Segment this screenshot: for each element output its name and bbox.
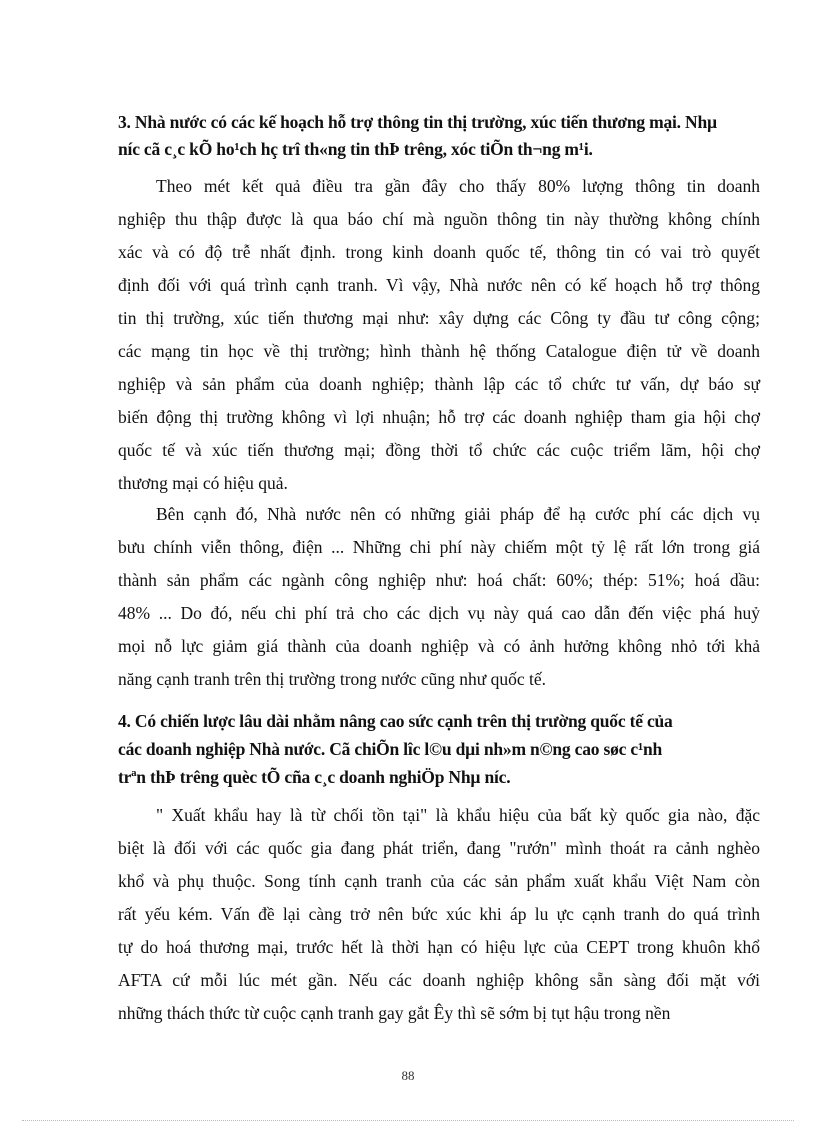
text-line: những thách thức từ cuộc cạnh tranh gay gắt Êy thì sẽ sớm bị tụt hậu trong nền <box>118 1003 671 1023</box>
section-4-heading <box>118 707 758 791</box>
text-line: tin thị trường, xúc tiến thương mại như: xây dựng các Công ty đầu tư công cộng; <box>118 308 760 328</box>
text-line: mọi nỗ lực giảm giá thành của doanh nghiệp và có ảnh hưởng không nhỏ tới khả <box>118 636 760 656</box>
text-line: biến động thị trường không vì lợi nhuận; hỗ trợ các doanh nghiệp tham gia hội chợ <box>118 407 760 427</box>
text-line: tự do hoá thương mại, trước hết là thời hạn có hiệu lực của CEPT trong khuôn khổ <box>118 937 760 957</box>
text-line: xác và có độ trễ nhất định. trong kinh doanh quốc tế, thông tin có vai trò quyết <box>118 242 760 262</box>
section-4-paragraph-1 <box>118 799 760 1030</box>
page-bottom-divider <box>22 1120 794 1121</box>
text-line: 48% ... Do đó, nếu chi phí trả cho các dịch vụ này quá cao dẫn đến việc phá huỷ <box>118 603 760 623</box>
text-line: biệt là đối với các quốc gia đang phát triển, đang "rướn" mình thoát ra cảnh nghèo <box>118 838 760 858</box>
text-line: định đối với quá trình cạnh tranh. Vì vậy, Nhà nước nên có kế hoạch hỗ trợ thông <box>118 275 760 295</box>
text-line: khổ và phụ thuộc. Song tính cạnh tranh của các sản phẩm xuất khẩu Việt Nam còn <box>118 871 760 891</box>
heading-line: 4. Có chiến lược lâu dài nhằm nâng cao sức cạnh trên thị trường quốc tế của <box>118 711 673 731</box>
section-3-heading <box>118 109 758 163</box>
text-line: nghiệp thu thập được là qua báo chí mà nguồn thông tin này thường không chính <box>118 209 760 229</box>
page-number: 88 <box>401 1068 415 1083</box>
text-line: AFTA cứ mỗi lúc mét gần. Nếu các doanh nghiệp không sẵn sàng đối mặt với <box>118 970 760 990</box>
text-line: Bên cạnh đó, Nhà nước nên có những giải pháp để hạ cước phí các dịch vụ <box>156 504 760 524</box>
text-line: thành sản phẩm các ngành công nghiệp như: hoá chất: 60%; thép: 51%; hoá dầu: <box>118 570 760 590</box>
heading-line: các doanh nghiệp Nhà nước. Cã chiÕn lîc l©u dµi nh»m n©ng cao søc c¹nh <box>118 739 663 759</box>
section-3-paragraph-1 <box>118 170 760 500</box>
text-line: thương mại có hiệu quả. <box>118 473 288 493</box>
text-line: rất yếu kém. Vấn đề lại càng trở nên bức xúc khi áp lu ực cạnh tranh do quá trình <box>118 904 760 924</box>
text-line: các mạng tin học về thị trường; hình thành hệ thống Catalogue điện tử về doanh <box>118 341 760 361</box>
heading-line: níc cã c¸c kÕ ho¹ch hç trî th«ng tin thÞ trêng, xóc tiÕn th¬ng m¹i. <box>118 139 593 159</box>
text-line: quốc tế và xúc tiến thương mại; đồng thời tổ chức các cuộc triểm lãm, hội chợ <box>118 440 760 460</box>
heading-line: trªn thÞ trêng quèc tÕ cña c¸c doanh nghiÖp Nhµ níc. <box>118 767 511 787</box>
text-line: bưu chính viễn thông, điện ... Những chi phí này chiếm một tỷ lệ rất lớn trong giá <box>118 537 760 557</box>
text-line: Theo mét kết quả điều tra gần đây cho thấy 80% lượng thông tin doanh <box>156 176 760 196</box>
section-3-paragraph-2 <box>118 498 760 696</box>
heading-line: 3. Nhà nước có các kế hoạch hỗ trợ thông tin thị trường, xúc tiến thương mại. Nhµ <box>118 112 717 132</box>
text-line: nghiệp và sản phẩm của doanh nghiệp; thành lập các tổ chức tư vấn, dự báo sự <box>118 374 760 394</box>
text-line: " Xuất khẩu hay là từ chối tồn tại" là khẩu hiệu của bất kỳ quốc gia nào, đặc <box>156 805 760 825</box>
text-line: năng cạnh tranh trên thị trường trong nước cũng như quốc tế. <box>118 669 546 689</box>
